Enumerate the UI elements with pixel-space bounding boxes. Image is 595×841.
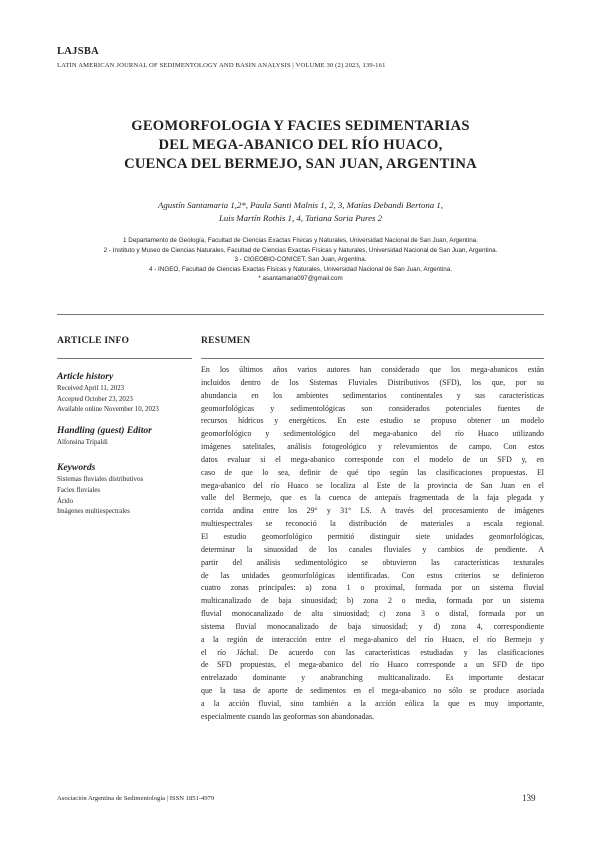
abstract-line: caso de que lo sea, definir de qué tipo según las clasificaciones propuestas. El (201, 467, 544, 477)
history-received: Received April 11, 2023 (57, 385, 125, 392)
keywords-heading: Keywords (57, 462, 96, 474)
page-number: 139 (522, 793, 536, 803)
abstract-line: abundancia en los ambientes sedimentarios continentales y sus características (201, 390, 544, 400)
abstract-line: imágenes satelitales, análisis fotogeológico y relevamientos de campo. Con estos (201, 442, 544, 452)
abstract-line: datos evaluar si el mega-abanico corresponde con el modelo de un SFD y, en (201, 454, 544, 464)
title-line: DEL MEGA-ABANICO DEL RÍO HUACO, (158, 137, 443, 153)
abstract-body (201, 364, 544, 724)
abstract-line: multicanalizado de baja sinuosidad; b) zona 2 o media, formada por un sistema (201, 596, 544, 606)
abstract-line: a la acción fluvial, sino también a la acción eólica la que es muy importante, (201, 698, 544, 708)
history-accepted: Accepted October 23, 2023 (57, 395, 133, 403)
author-list (57, 199, 544, 224)
article-info-heading: ARTICLE INFO (57, 335, 130, 346)
abstract-line: En los últimos años varios autores han considerado que los mega-abanicos están (201, 365, 544, 374)
footer-publisher: Asociación Argentina de Sedimentología | ISSN 1851-4979 (57, 795, 215, 802)
abstract-line: multiespectrales se reconoció la distribución de materiales a escala regional. (201, 519, 544, 529)
title-line: GEOMORFOLOGIA Y FACIES SEDIMENTARIAS (131, 118, 470, 134)
keyword: Árido (57, 497, 74, 505)
abstract-heading: RESUMEN (201, 335, 251, 346)
affiliation-line: 1 Departamento de Geología, Facultad de Ciencias Exactas Físicas y Naturales, Universidad Nacional de San Juan, Argentina. (123, 237, 478, 244)
article-title (57, 117, 544, 174)
editor-name: Alfonsina Tripaldi (57, 438, 108, 446)
journal-abbreviation: LAJSBA (57, 46, 100, 57)
abstract-line: El estudio geomorfológico permitió distinguir siete unidades geomorfológicas, (201, 531, 544, 541)
abstract-line: el río Jáchal. De acuerdo con las características estudiadas y las clasificaciones (201, 647, 544, 657)
affiliation-line: 3 - CIGEOBIO-CONICET, San Juan, Argentina. (234, 256, 367, 263)
abstract-line: geomorfológico y sedimentológico del mega-abanico del río Huaco utilizando (201, 429, 544, 439)
affiliation-line: 4 - INGEO, Facultad de Ciencias Exactas Físicas y Naturales, Universidad Nacional de San Juan, Argentina. (148, 265, 453, 273)
abstract-line: valle del Bermejo, que es la cuenca de antepaís fragmentada de la faja plegada y (201, 493, 544, 503)
affiliation-line: 2 - Instituto y Museo de Ciencias Naturales, Facultad de Ciencias Exactas Físicas y Naturales, Universidad Nacional de San Juan, Argentina. (103, 246, 498, 254)
journal-citation-line: LATIN AMERICAN JOURNAL OF SEDIMENTOLOGY AND BASIN ANALYSIS | VOLUME 30 (2) 2023, 139-161 (57, 62, 386, 69)
abstract-line: especialmente cuando las geoformas son abandonadas. (201, 711, 375, 721)
abstract-line: entrelazado dominante y anabranching multicanalizado. Es importante destacar (201, 673, 544, 683)
section-divider (57, 314, 544, 315)
abstract-line: de SFD propuestas, el mega-abanico del río Huaco corresponde a un SFD de tipo (201, 660, 544, 670)
history-available: Available online November 10, 2023 (57, 406, 159, 414)
author-line: Luis Martín Rothis 1, 4, Tatiana Soria Pures 2 (218, 212, 383, 223)
abstract-line: que la tasa de aporte de sedimentos en el mega-abanico no sólo se produce asociada (201, 686, 544, 696)
article-history-heading: Article history (57, 371, 114, 382)
abstract-line: cuatro zonas principales: a) zona 1 o proximal, formada por un sistema fluvial (201, 583, 544, 593)
abstract-line: sistema fluvial monocanalizado de baja sinuosidad; y d) zona 4, correspondiente (201, 621, 544, 631)
keyword: Sistemas fluviales distributivos (57, 476, 144, 484)
affiliations (57, 236, 544, 284)
abstract-line: mega-abanico del río Huaco se localiza al Este de la provincia de San Juan en el (201, 480, 544, 490)
abstract-line: determinar la sinuosidad de los canales fluviales y cambios de pendiente. A (201, 544, 544, 554)
abstract-line: geomorfológicas y sedimentológicas son considerados potenciales fuentes de (201, 403, 544, 413)
article-info-divider (57, 358, 192, 360)
abstract-line: incluidos dentro de los Sistemas Fluviales Distributivos (SFD), los que, por su (201, 377, 544, 387)
abstract-line: fluvial monocanalizado de alta sinuosidad; c) zona 3 o distal, formada por un (201, 609, 544, 619)
author-line: Agustín Santamaria 1,2*, Paula Santi Malnis 1, 2, 3, Matías Debandi Bertona 1, (158, 200, 443, 210)
keyword: Imágenes multiespectrales (57, 508, 130, 516)
article-info-column (57, 335, 192, 518)
keyword: Facies fluviales (57, 486, 101, 494)
abstract-section (201, 335, 544, 724)
title-line: CUENCA DEL BERMEJO, SAN JUAN, ARGENTINA (124, 156, 477, 172)
editor-heading: Handling (guest) Editor (57, 424, 152, 436)
abstract-line: corrida andina entre los 29° y 31° LS. A través del procesamiento de imágenes (201, 506, 544, 516)
abstract-line: a la región de interacción entre el mega-abanico del río Huaco, el río Bermejo y (201, 634, 544, 644)
abstract-divider (201, 358, 544, 360)
abstract-line: partir del análisis sedimentológico se obtuvieron las características texturales (201, 557, 544, 567)
abstract-line: de las unidades geomorfológicas identificadas. Con estos criterios se definieron (201, 570, 544, 580)
abstract-line: recursos hídricos y energéticos. En este estudio se propuso obtener un modelo (201, 416, 544, 426)
corresponding-email: * asantamaria097@gmail.com (258, 275, 343, 282)
